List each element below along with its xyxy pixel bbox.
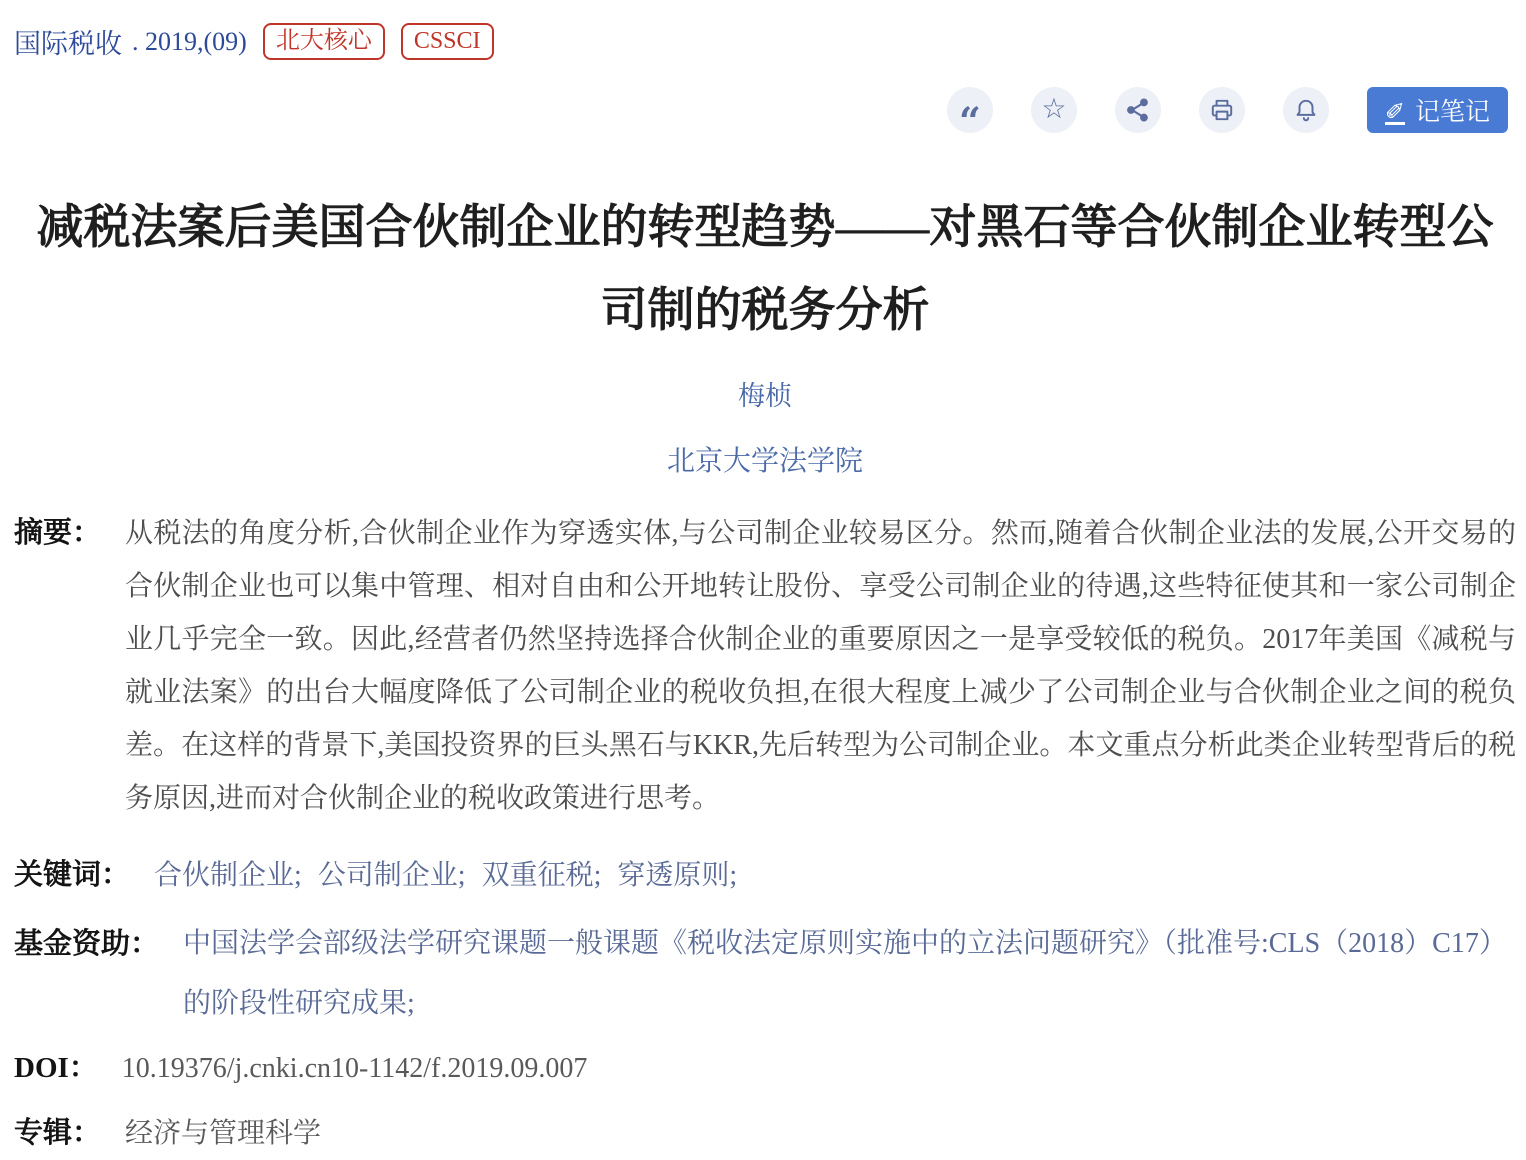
abstract-label: 摘要： bbox=[14, 517, 102, 550]
abstract-text: 从税法的角度分析,合伙制企业作为穿透实体,与公司制企业较易区分。然而,随着合伙制企业法的发展,公开交易的合伙制企业也可以集中管理、相对自由和公开地转让股份、享受公司制企业的待遇,这些特征使其和一家公司制企业几乎完全一致。因此,经营者仍然坚持选择合伙制企业的重要原因之一是享受较低的税负。2017年美国《减税与就业法案》的出台大幅度降低了公司制企业的税收负担,在很大程度上减少了公司制企业与合伙制企业之间的税负差。在这样的背景下,美国投资界的巨头黑石与KKR,先后转型为公司制企业。本文重点分析此类企业转型背后的税务原因,进而对合伙制企业的税收政策进行思考。 bbox=[125, 518, 1516, 815]
badge-cssci: CSSCI bbox=[401, 23, 494, 60]
article-title: 减税法案后美国合伙制企业的转型趋势——对黑石等合伙制企业转型公司制的税务分析 bbox=[36, 202, 1494, 337]
subscribe-button[interactable] bbox=[1283, 87, 1329, 133]
print-button[interactable] bbox=[1199, 87, 1245, 133]
article-toolbar bbox=[14, 87, 1516, 144]
fund-label: 基金资助： bbox=[14, 928, 160, 961]
author-link[interactable]: 梅桢 bbox=[738, 381, 792, 412]
album-label: 专辑： bbox=[14, 1117, 102, 1150]
bell-icon bbox=[1293, 97, 1319, 123]
album-value: 经济与管理科学 bbox=[125, 1118, 322, 1150]
keywords-label: 关键词： bbox=[14, 859, 131, 892]
keywords-list bbox=[154, 849, 737, 902]
fund-text bbox=[183, 914, 1507, 1034]
fund-text-line: 中国法学会部级法学研究课题一般课题《税收法定原则实施中的立法问题研究》（批准号:CLS（2018）C17） bbox=[183, 928, 1507, 960]
journal-name-link[interactable]: 国际税收 bbox=[14, 29, 122, 59]
keywords-section bbox=[14, 849, 1516, 902]
fund-text-line: 的阶段性研究成果; bbox=[183, 988, 415, 1020]
doi-value: 10.19376/j.cnki.cn10-1142/f.2019.09.007 bbox=[121, 1053, 588, 1085]
keyword-link[interactable]: 公司制企业; bbox=[317, 860, 466, 892]
share-button[interactable] bbox=[1115, 87, 1161, 133]
share-icon bbox=[1125, 97, 1151, 123]
favorite-button[interactable] bbox=[1031, 87, 1077, 133]
affiliation-link[interactable]: 北京大学法学院 bbox=[666, 445, 863, 477]
cite-button[interactable] bbox=[947, 87, 993, 144]
take-notes-label: 记笔记 bbox=[1414, 98, 1490, 126]
printer-icon bbox=[1209, 97, 1235, 123]
journal-header bbox=[14, 22, 1516, 61]
abstract-section bbox=[14, 507, 1516, 825]
star-icon: ☆ bbox=[1041, 94, 1067, 125]
album-section bbox=[14, 1107, 1516, 1160]
doi-label: DOI： bbox=[14, 1052, 98, 1085]
keyword-link[interactable]: 双重征税; bbox=[481, 860, 602, 892]
journal-issue: . 2019,(09) bbox=[132, 26, 247, 56]
keyword-link[interactable]: 合伙制企业; bbox=[154, 860, 302, 892]
doi-section bbox=[14, 1042, 1516, 1095]
quote-icon: “ bbox=[958, 98, 981, 144]
badge-pku-core: 北大核心 bbox=[263, 23, 385, 60]
keyword-link[interactable]: 穿透原则; bbox=[617, 860, 738, 892]
fund-section bbox=[14, 914, 1516, 1034]
pencil-icon: ✎ bbox=[1385, 96, 1405, 125]
take-notes-button[interactable] bbox=[1367, 87, 1508, 133]
